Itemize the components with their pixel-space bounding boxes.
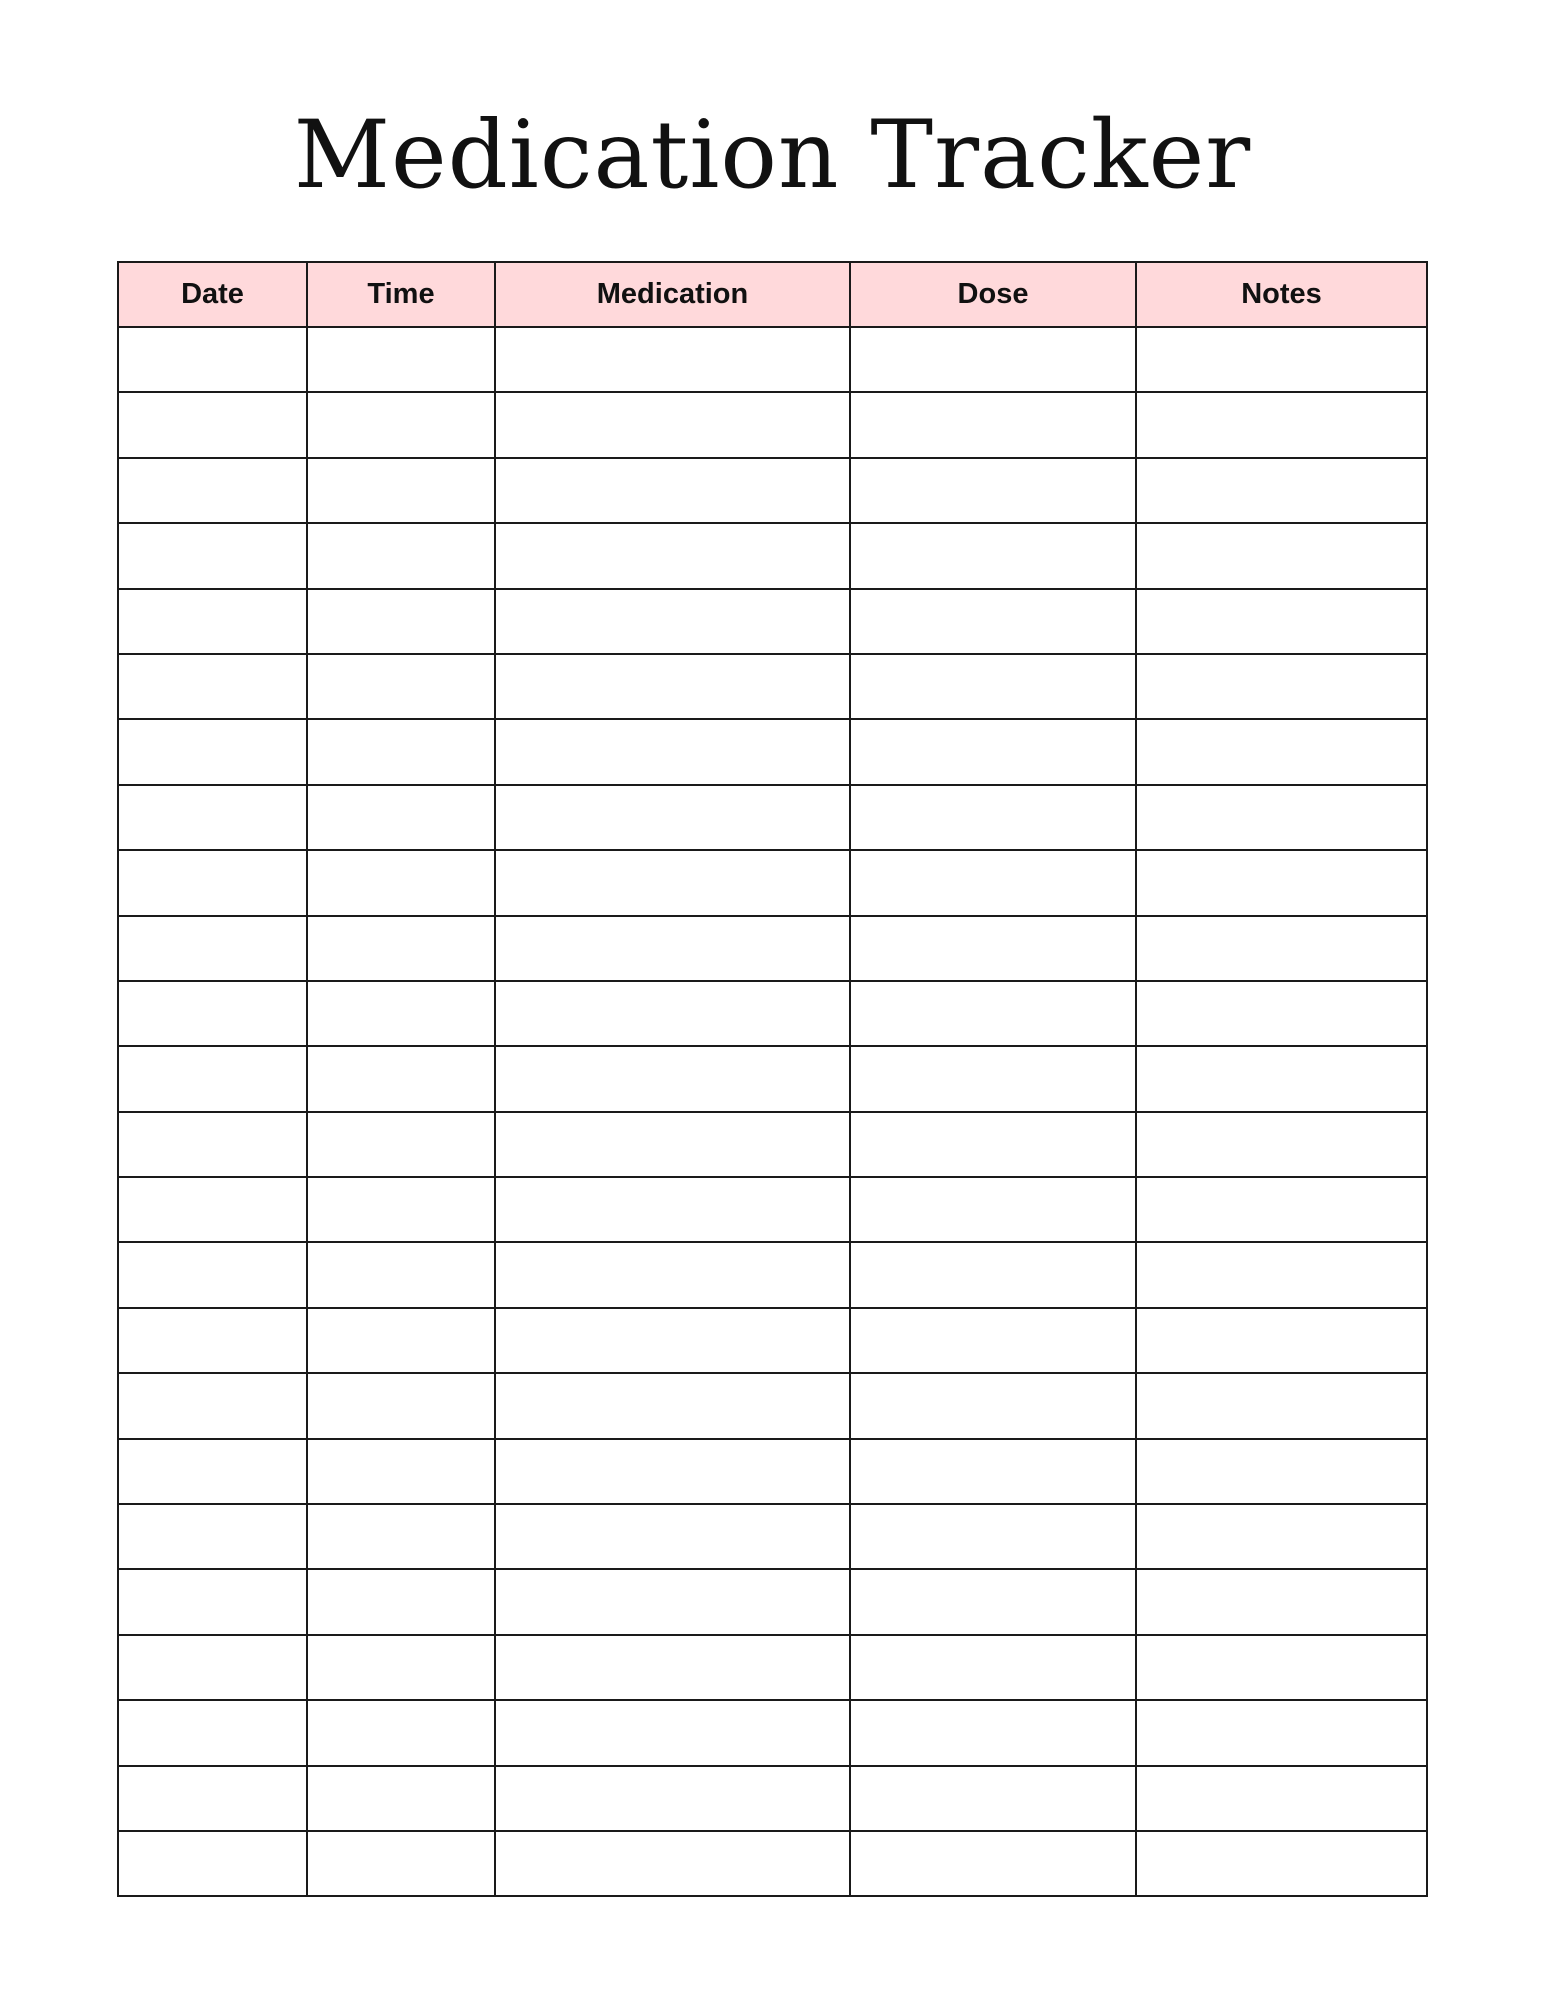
cell-medication[interactable] xyxy=(495,1308,850,1373)
cell-date[interactable] xyxy=(118,327,307,392)
cell-medication[interactable] xyxy=(495,1439,850,1504)
cell-notes[interactable] xyxy=(1136,1439,1427,1504)
cell-time[interactable] xyxy=(307,327,495,392)
table-row xyxy=(118,1308,1427,1373)
cell-date[interactable] xyxy=(118,1373,307,1438)
cell-time[interactable] xyxy=(307,1112,495,1177)
cell-date[interactable] xyxy=(118,1177,307,1242)
cell-date[interactable] xyxy=(118,785,307,850)
cell-dose[interactable] xyxy=(850,850,1136,915)
table-row xyxy=(118,523,1427,588)
table-row xyxy=(118,1046,1427,1111)
cell-notes[interactable] xyxy=(1136,1766,1427,1831)
cell-date[interactable] xyxy=(118,1308,307,1373)
cell-dose[interactable] xyxy=(850,1242,1136,1307)
cell-date[interactable] xyxy=(118,1831,307,1896)
column-header-time: Time xyxy=(307,262,495,327)
cell-dose[interactable] xyxy=(850,654,1136,719)
table-row xyxy=(118,1177,1427,1242)
cell-medication[interactable] xyxy=(495,392,850,457)
cell-medication[interactable] xyxy=(495,1177,850,1242)
cell-medication[interactable] xyxy=(495,458,850,523)
cell-medication[interactable] xyxy=(495,1373,850,1438)
table-row xyxy=(118,1504,1427,1569)
cell-time[interactable] xyxy=(307,1177,495,1242)
table-row xyxy=(118,1373,1427,1438)
table-row xyxy=(118,327,1427,392)
table-row xyxy=(118,850,1427,915)
cell-dose[interactable] xyxy=(850,1766,1136,1831)
cell-notes[interactable] xyxy=(1136,523,1427,588)
cell-dose[interactable] xyxy=(850,1046,1136,1111)
table-row xyxy=(118,1700,1427,1765)
table-row xyxy=(118,1766,1427,1831)
table-row xyxy=(118,1112,1427,1177)
cell-notes[interactable] xyxy=(1136,1242,1427,1307)
cell-date[interactable] xyxy=(118,916,307,981)
cell-dose[interactable] xyxy=(850,1308,1136,1373)
column-header-date: Date xyxy=(118,262,307,327)
page-title: Medication Tracker xyxy=(293,101,1252,210)
cell-notes[interactable] xyxy=(1136,1569,1427,1634)
cell-time[interactable] xyxy=(307,785,495,850)
cell-medication[interactable] xyxy=(495,1700,850,1765)
cell-notes[interactable] xyxy=(1136,719,1427,784)
cell-date[interactable] xyxy=(118,1569,307,1634)
cell-time[interactable] xyxy=(307,1569,495,1634)
cell-medication[interactable] xyxy=(495,850,850,915)
cell-notes[interactable] xyxy=(1136,1373,1427,1438)
cell-medication[interactable] xyxy=(495,1766,850,1831)
cell-time[interactable] xyxy=(307,1439,495,1504)
cell-time[interactable] xyxy=(307,1831,495,1896)
cell-notes[interactable] xyxy=(1136,589,1427,654)
cell-medication[interactable] xyxy=(495,1635,850,1700)
cell-time[interactable] xyxy=(307,1308,495,1373)
cell-date[interactable] xyxy=(118,850,307,915)
cell-notes[interactable] xyxy=(1136,1831,1427,1896)
cell-date[interactable] xyxy=(118,1439,307,1504)
cell-time[interactable] xyxy=(307,458,495,523)
table-row xyxy=(118,458,1427,523)
table-row xyxy=(118,916,1427,981)
cell-medication[interactable] xyxy=(495,327,850,392)
cell-date[interactable] xyxy=(118,1504,307,1569)
table-header-row xyxy=(118,262,1427,327)
cell-date[interactable] xyxy=(118,1700,307,1765)
cell-date[interactable] xyxy=(118,458,307,523)
cell-time[interactable] xyxy=(307,654,495,719)
cell-medication[interactable] xyxy=(495,523,850,588)
cell-medication[interactable] xyxy=(495,1504,850,1569)
cell-dose[interactable] xyxy=(850,916,1136,981)
column-header-medication: Medication xyxy=(495,262,850,327)
cell-notes[interactable] xyxy=(1136,1177,1427,1242)
cell-medication[interactable] xyxy=(495,1112,850,1177)
cell-dose[interactable] xyxy=(850,327,1136,392)
cell-date[interactable] xyxy=(118,1112,307,1177)
cell-medication[interactable] xyxy=(495,1831,850,1896)
cell-dose[interactable] xyxy=(850,392,1136,457)
table-row xyxy=(118,1242,1427,1307)
cell-time[interactable] xyxy=(307,1635,495,1700)
cell-dose[interactable] xyxy=(850,458,1136,523)
cell-time[interactable] xyxy=(307,850,495,915)
cell-dose[interactable] xyxy=(850,589,1136,654)
table-row xyxy=(118,1439,1427,1504)
cell-notes[interactable] xyxy=(1136,1700,1427,1765)
cell-dose[interactable] xyxy=(850,1635,1136,1700)
cell-notes[interactable] xyxy=(1136,916,1427,981)
cell-medication[interactable] xyxy=(495,981,850,1046)
cell-dose[interactable] xyxy=(850,981,1136,1046)
cell-date[interactable] xyxy=(118,1635,307,1700)
cell-notes[interactable] xyxy=(1136,850,1427,915)
table-row xyxy=(118,719,1427,784)
cell-notes[interactable] xyxy=(1136,1504,1427,1569)
cell-notes[interactable] xyxy=(1136,654,1427,719)
cell-date[interactable] xyxy=(118,392,307,457)
cell-medication[interactable] xyxy=(495,1569,850,1634)
medication-log-table xyxy=(117,261,1428,1897)
column-header-notes: Notes xyxy=(1136,262,1427,327)
cell-medication[interactable] xyxy=(495,1046,850,1111)
cell-time[interactable] xyxy=(307,916,495,981)
cell-time[interactable] xyxy=(307,719,495,784)
cell-dose[interactable] xyxy=(850,719,1136,784)
cell-medication[interactable] xyxy=(495,589,850,654)
cell-time[interactable] xyxy=(307,589,495,654)
column-header-dose: Dose xyxy=(850,262,1136,327)
cell-time[interactable] xyxy=(307,1046,495,1111)
table-row xyxy=(118,1831,1427,1896)
cell-dose[interactable] xyxy=(850,1569,1136,1634)
cell-time[interactable] xyxy=(307,1700,495,1765)
cell-time[interactable] xyxy=(307,1766,495,1831)
table-row xyxy=(118,589,1427,654)
cell-dose[interactable] xyxy=(850,1373,1136,1438)
cell-dose[interactable] xyxy=(850,1177,1136,1242)
cell-time[interactable] xyxy=(307,392,495,457)
cell-date[interactable] xyxy=(118,523,307,588)
table-row xyxy=(118,785,1427,850)
cell-dose[interactable] xyxy=(850,785,1136,850)
cell-medication[interactable] xyxy=(495,916,850,981)
table-row xyxy=(118,981,1427,1046)
cell-date[interactable] xyxy=(118,1766,307,1831)
cell-notes[interactable] xyxy=(1136,458,1427,523)
cell-notes[interactable] xyxy=(1136,1308,1427,1373)
cell-dose[interactable] xyxy=(850,1112,1136,1177)
cell-time[interactable] xyxy=(307,1242,495,1307)
cell-date[interactable] xyxy=(118,981,307,1046)
table-row xyxy=(118,1569,1427,1634)
cell-date[interactable] xyxy=(118,719,307,784)
cell-dose[interactable] xyxy=(850,1439,1136,1504)
cell-notes[interactable] xyxy=(1136,1112,1427,1177)
cell-date[interactable] xyxy=(118,654,307,719)
cell-medication[interactable] xyxy=(495,719,850,784)
cell-date[interactable] xyxy=(118,1242,307,1307)
table-body xyxy=(118,327,1427,1896)
cell-notes[interactable] xyxy=(1136,392,1427,457)
cell-dose[interactable] xyxy=(850,1700,1136,1765)
cell-time[interactable] xyxy=(307,1373,495,1438)
cell-dose[interactable] xyxy=(850,523,1136,588)
cell-notes[interactable] xyxy=(1136,981,1427,1046)
table-row xyxy=(118,392,1427,457)
cell-time[interactable] xyxy=(307,981,495,1046)
cell-medication[interactable] xyxy=(495,654,850,719)
cell-medication[interactable] xyxy=(495,785,850,850)
cell-dose[interactable] xyxy=(850,1831,1136,1896)
cell-notes[interactable] xyxy=(1136,1046,1427,1111)
cell-notes[interactable] xyxy=(1136,1635,1427,1700)
cell-time[interactable] xyxy=(307,1504,495,1569)
cell-time[interactable] xyxy=(307,523,495,588)
table-row xyxy=(118,1635,1427,1700)
cell-date[interactable] xyxy=(118,1046,307,1111)
cell-medication[interactable] xyxy=(495,1242,850,1307)
cell-notes[interactable] xyxy=(1136,327,1427,392)
cell-dose[interactable] xyxy=(850,1504,1136,1569)
cell-date[interactable] xyxy=(118,589,307,654)
table-row xyxy=(118,654,1427,719)
cell-notes[interactable] xyxy=(1136,785,1427,850)
